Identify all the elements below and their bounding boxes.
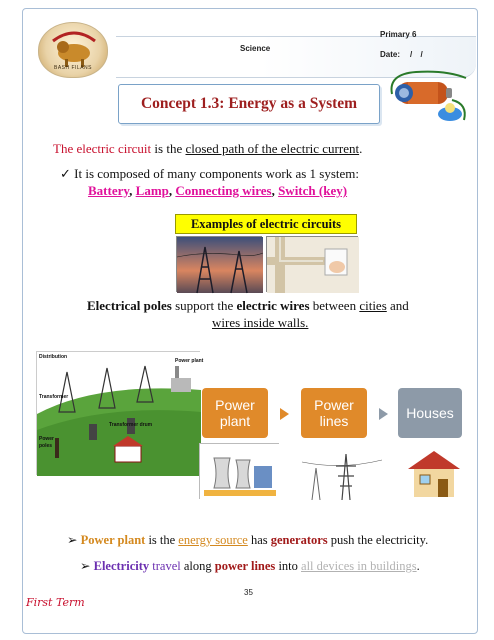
label-distribution: Distribution	[39, 354, 68, 360]
arrow-bullet-icon: ➢	[80, 559, 91, 573]
component-switch: Switch (key)	[278, 183, 348, 198]
footer-term: First Term	[26, 596, 85, 609]
components-intro-text: It is composed of many components work as 1 system:	[70, 166, 360, 181]
flow-box-power-plant	[202, 388, 268, 438]
flow-arrow-2	[379, 408, 388, 420]
date-slashes: / /	[410, 50, 423, 59]
label-transformer: Transformer	[39, 394, 69, 400]
circuit-definition	[53, 141, 362, 157]
subject-label: Science	[240, 44, 271, 53]
flow-label-houses: Houses	[406, 404, 454, 421]
wires-inside-walls-photo	[266, 236, 358, 292]
check-icon: ✓	[60, 166, 71, 181]
page-number: 35	[244, 588, 253, 597]
circuit-term: The electric circuit	[53, 141, 152, 156]
label-power: Power	[39, 436, 55, 442]
walls-term: wires inside walls.	[212, 315, 309, 330]
flow-box-houses	[398, 388, 462, 438]
concept-banner	[118, 84, 380, 124]
logo-text: BASH FILANS	[53, 65, 92, 71]
poles-sentence-line2	[212, 315, 308, 331]
poles-term: Electrical poles	[87, 298, 172, 313]
house-image	[404, 447, 464, 499]
flow-box-power-lines	[301, 388, 367, 438]
arrow-bullet-icon: ➢	[67, 533, 78, 547]
cities-term: cities	[359, 298, 387, 313]
power-lines-image	[302, 448, 382, 502]
circuit-period: .	[359, 141, 363, 156]
flow-arrow-1	[280, 408, 289, 420]
poles-sentence-line1: Electrical poles support the electric wires between cities and	[87, 298, 409, 313]
component-battery: Battery	[88, 183, 130, 198]
label-transformer-drum: Transformer drum	[109, 422, 153, 428]
grade-label: Primary 6	[380, 30, 417, 39]
flow-label-power-plant: Power plant	[215, 396, 255, 429]
examples-label-box	[175, 214, 357, 234]
power-distribution-illustration	[36, 351, 204, 475]
component-lamp: Lamp	[135, 183, 169, 198]
bullet-electricity: ➢ Electricity travel along power lines into all devices in buildings.	[80, 559, 420, 573]
examples-label: Examples of electric circuits	[190, 216, 342, 231]
circuit-is-the: is the	[151, 141, 186, 156]
battery-circuit-image	[386, 64, 474, 128]
power-plant-image	[199, 443, 279, 499]
bullet-power-plant: ➢ Power plant is the energy source has generators push the electricity.	[67, 533, 429, 547]
concept-title: Concept 1.3: Energy as a System	[140, 95, 358, 112]
electrical-poles-photo	[176, 236, 262, 292]
date-label: Date:	[380, 50, 401, 59]
label-power-plant: Power plant	[175, 358, 204, 364]
circuit-definition-text: closed path of the electric current	[185, 141, 360, 156]
electric-wires-term: electric wires	[236, 298, 310, 313]
label-poles: poles	[39, 443, 53, 449]
components-list: Battery, Lamp, Connecting wires, Switch (key)	[88, 183, 348, 198]
components-intro	[60, 166, 359, 182]
component-wires: Connecting wires	[175, 183, 272, 198]
flow-label-power-lines: Power lines	[314, 396, 354, 429]
school-logo	[38, 22, 108, 78]
